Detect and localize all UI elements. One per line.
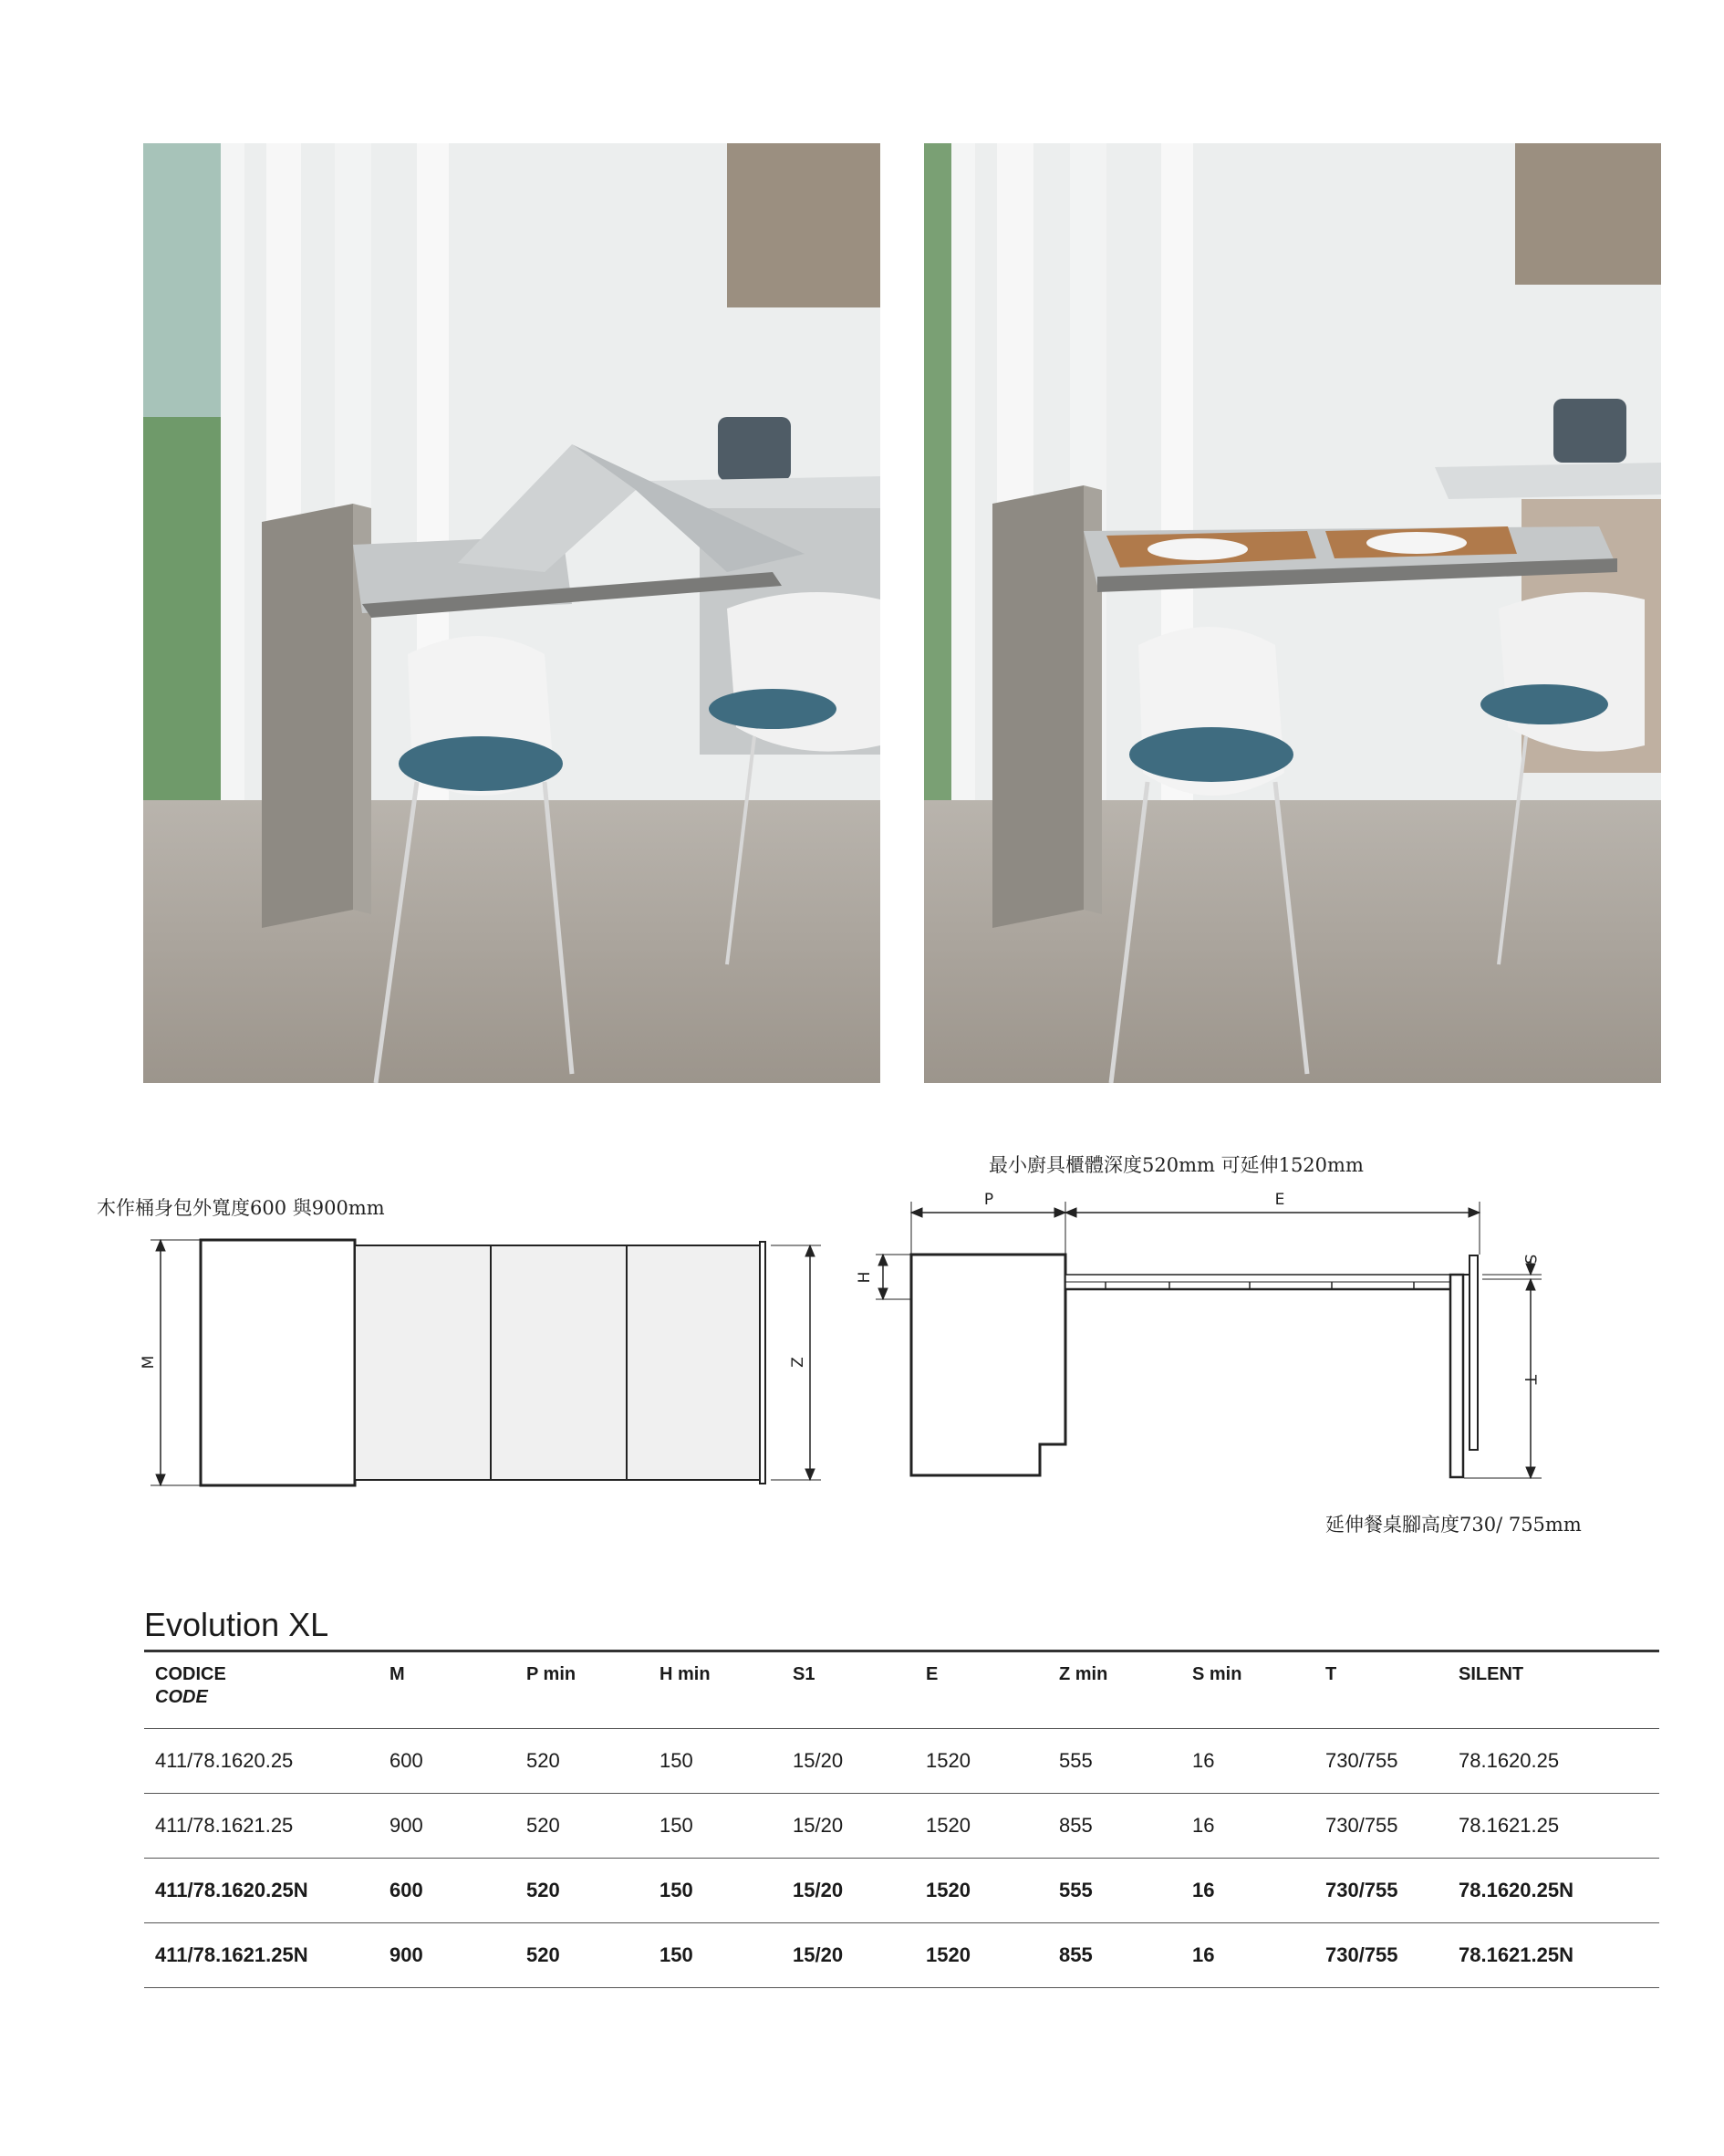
cell-s-min: 16: [1181, 1923, 1314, 1988]
cell-code: 411/78.1621.25: [144, 1794, 379, 1859]
cell-s-min: 16: [1181, 1729, 1314, 1794]
header-code: CODICE CODE: [144, 1653, 379, 1729]
cell-m: 600: [379, 1859, 515, 1923]
cell-p-min: 520: [515, 1794, 649, 1859]
table-header-row: [144, 1653, 1659, 1729]
cell-p-min: 520: [515, 1859, 649, 1923]
cabinet-width-caption: 木作桶身包外寬度600 與900mm: [97, 1197, 385, 1219]
product-title: Evolution XL: [144, 1606, 329, 1643]
cell-s1: 15/20: [782, 1923, 915, 1988]
cell-silent: 78.1620.25N: [1448, 1859, 1659, 1923]
header-h-min: H min: [649, 1653, 782, 1729]
cell-h-min: 150: [649, 1794, 782, 1859]
header-t: T: [1314, 1653, 1448, 1729]
cell-t: 730/755: [1314, 1794, 1448, 1859]
cell-p-min: 520: [515, 1923, 649, 1988]
cell-z-min: 555: [1048, 1859, 1181, 1923]
table-row: [144, 1859, 1659, 1923]
cell-h-min: 150: [649, 1859, 782, 1923]
cell-t: 730/755: [1314, 1859, 1448, 1923]
header-z-min: Z min: [1048, 1653, 1181, 1729]
cell-silent: 78.1621.25: [1448, 1794, 1659, 1859]
header-silent: SILENT: [1448, 1653, 1659, 1729]
table-row: [144, 1729, 1659, 1794]
dim-label-s: S: [1521, 1254, 1539, 1265]
dim-label-h: H: [856, 1271, 874, 1284]
side-view-drawing: [876, 1202, 1542, 1478]
dim-label-p: P: [983, 1191, 994, 1209]
cell-silent: 78.1621.25N: [1448, 1923, 1659, 1988]
header-m: M: [379, 1653, 515, 1729]
header-e: E: [915, 1653, 1048, 1729]
cell-h-min: 150: [649, 1923, 782, 1988]
cell-code: 411/78.1621.25N: [144, 1923, 379, 1988]
table-row: [144, 1923, 1659, 1988]
cell-s-min: 16: [1181, 1859, 1314, 1923]
cell-s1: 15/20: [782, 1859, 915, 1923]
cell-m: 900: [379, 1794, 515, 1859]
cell-e: 1520: [915, 1794, 1048, 1859]
cell-t: 730/755: [1314, 1923, 1448, 1988]
cabinet-depth-caption: 最小廚具櫃體深度520mm 可延伸1520mm: [989, 1154, 1364, 1176]
cell-e: 1520: [915, 1923, 1048, 1988]
spec-table: [144, 1653, 1659, 1988]
cell-e: 1520: [915, 1729, 1048, 1794]
table-row: [144, 1794, 1659, 1859]
dim-label-z: Z: [789, 1357, 807, 1368]
cell-h-min: 150: [649, 1729, 782, 1794]
cell-s1: 15/20: [782, 1794, 915, 1859]
cell-m: 900: [379, 1923, 515, 1988]
cell-m: 600: [379, 1729, 515, 1794]
header-s-min: S min: [1181, 1653, 1314, 1729]
cell-s1: 15/20: [782, 1729, 915, 1794]
cell-t: 730/755: [1314, 1729, 1448, 1794]
cell-z-min: 555: [1048, 1729, 1181, 1794]
dim-label-m: M: [140, 1355, 158, 1370]
leg-height-caption: 延伸餐桌腳高度730/ 755mm: [1325, 1514, 1582, 1536]
dim-label-e: E: [1274, 1191, 1285, 1209]
dim-label-t: T: [1521, 1374, 1539, 1385]
cell-s-min: 16: [1181, 1794, 1314, 1859]
cell-p-min: 520: [515, 1729, 649, 1794]
cell-e: 1520: [915, 1859, 1048, 1923]
cell-z-min: 855: [1048, 1923, 1181, 1988]
header-s1: S1: [782, 1653, 915, 1729]
header-p-min: P min: [515, 1653, 649, 1729]
top-view-drawing: [151, 1240, 821, 1485]
cell-silent: 78.1620.25: [1448, 1729, 1659, 1794]
header-code-sub: CODE: [155, 1687, 208, 1707]
title-rule: [144, 1650, 1659, 1652]
cell-code: 411/78.1620.25: [144, 1729, 379, 1794]
cell-z-min: 855: [1048, 1794, 1181, 1859]
cell-code: 411/78.1620.25N: [144, 1859, 379, 1923]
